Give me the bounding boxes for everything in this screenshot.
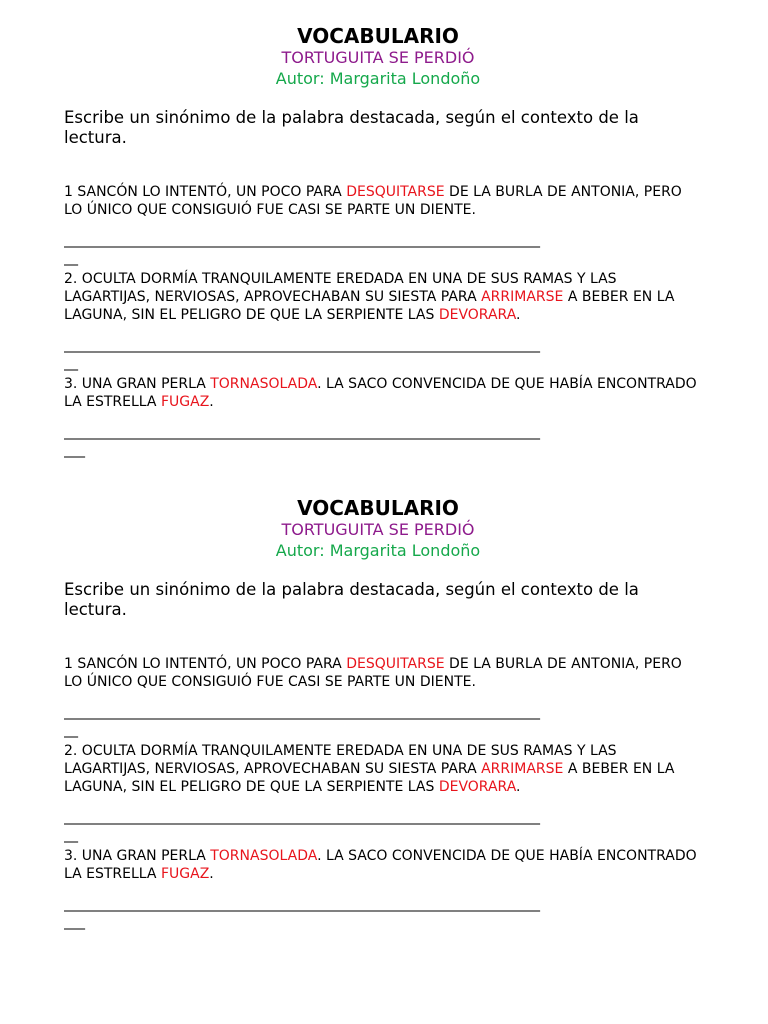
answer-line-main: ____________________________________________________________________	[64, 704, 540, 720]
exercise-item-1	[64, 655, 704, 691]
exercise-item-2	[64, 270, 704, 324]
story-title: TORTUGUITA SE PERDIÓ	[281, 48, 475, 67]
instruction-text: Escribe un sinónimo de la palabra destacada, según el contexto de la lectura.	[64, 580, 639, 619]
item-text: . LA SACO CONVENCIDA DE QUE HABÍA ENCONTRADO LA ESTRELLA	[64, 848, 697, 882]
answer-line-tail: ___	[64, 442, 85, 458]
exercise-item-2	[64, 742, 704, 796]
highlighted-word: DEVORARA	[438, 307, 517, 323]
worksheet-bottom	[64, 496, 704, 931]
answer-line-tail: ___	[64, 914, 85, 930]
story-title: TORTUGUITA SE PERDIÓ	[281, 520, 475, 539]
exercise-item-3	[64, 375, 704, 411]
item-text: DE LA BURLA DE ANTONIA, PERO LO ÚNICO QUE CONSIGUIÓ FUE CASI SE PARTE UN DIENTE.	[64, 656, 682, 690]
item-text: . LA SACO CONVENCIDA DE QUE HABÍA ENCONTRADO LA ESTRELLA	[64, 376, 697, 410]
item-text: A BEBER EN LA LAGUNA, SIN EL PELIGRO DE QUE LA SERPIENTE LAS	[64, 761, 675, 795]
highlighted-word: FUGAZ	[160, 866, 210, 882]
worksheet-title: VOCABULARIO	[297, 24, 459, 48]
answer-line-1[interactable]	[64, 703, 704, 739]
answer-line-3[interactable]	[64, 423, 704, 459]
item-text: .	[516, 779, 521, 795]
answer-line-2[interactable]	[64, 336, 704, 372]
highlighted-word: DESQUITARSE	[346, 656, 445, 672]
item-text: 2. OCULTA DORMÍA TRANQUILAMENTE EREDADA EN UNA DE SUS RAMAS Y LAS LAGARTIJAS, NERVIOSAS, APROVECHABAN SU SIESTA PARA	[64, 743, 617, 777]
worksheet-title: VOCABULARIO	[297, 496, 459, 520]
worksheet-top	[64, 24, 704, 459]
exercise-item-3	[64, 847, 704, 883]
answer-line-main: ____________________________________________________________________	[64, 896, 540, 912]
story-author: Autor: Margarita Londoño	[275, 541, 481, 560]
exercise-item-1	[64, 183, 704, 219]
answer-line-tail: __	[64, 250, 78, 266]
highlighted-word: DESQUITARSE	[346, 184, 445, 200]
item-text: 3. UNA GRAN PERLA	[64, 376, 211, 392]
item-text: .	[209, 394, 214, 410]
item-text: 1 SANCÓN LO INTENTÓ, UN POCO PARA	[64, 656, 347, 672]
item-text: 3. UNA GRAN PERLA	[64, 848, 211, 864]
highlighted-word: ARRIMARSE	[481, 761, 564, 777]
instruction-text: Escribe un sinónimo de la palabra destacada, según el contexto de la lectura.	[64, 108, 639, 147]
item-text: .	[209, 866, 214, 882]
item-text: .	[516, 307, 521, 323]
answer-line-2[interactable]	[64, 808, 704, 844]
answer-line-main: ____________________________________________________________________	[64, 809, 540, 825]
answer-line-tail: __	[64, 722, 78, 738]
item-text: 1 SANCÓN LO INTENTÓ, UN POCO PARA	[64, 184, 347, 200]
highlighted-word: DEVORARA	[438, 779, 517, 795]
item-text: A BEBER EN LA LAGUNA, SIN EL PELIGRO DE QUE LA SERPIENTE LAS	[64, 289, 675, 323]
item-text: DE LA BURLA DE ANTONIA, PERO LO ÚNICO QUE CONSIGUIÓ FUE CASI SE PARTE UN DIENTE.	[64, 184, 682, 218]
answer-line-tail: __	[64, 355, 78, 371]
answer-line-1[interactable]	[64, 231, 704, 267]
answer-line-tail: __	[64, 827, 78, 843]
highlighted-word: TORNASOLADA	[210, 848, 318, 864]
highlighted-word: TORNASOLADA	[210, 376, 318, 392]
answer-line-main: ____________________________________________________________________	[64, 337, 540, 353]
highlighted-word: FUGAZ	[160, 394, 210, 410]
story-author: Autor: Margarita Londoño	[275, 69, 481, 88]
highlighted-word: ARRIMARSE	[481, 289, 564, 305]
answer-line-main: ____________________________________________________________________	[64, 424, 540, 440]
item-text: 2. OCULTA DORMÍA TRANQUILAMENTE EREDADA EN UNA DE SUS RAMAS Y LAS LAGARTIJAS, NERVIOSAS, APROVECHABAN SU SIESTA PARA	[64, 271, 617, 305]
answer-line-3[interactable]	[64, 895, 704, 931]
answer-line-main: ____________________________________________________________________	[64, 232, 540, 248]
